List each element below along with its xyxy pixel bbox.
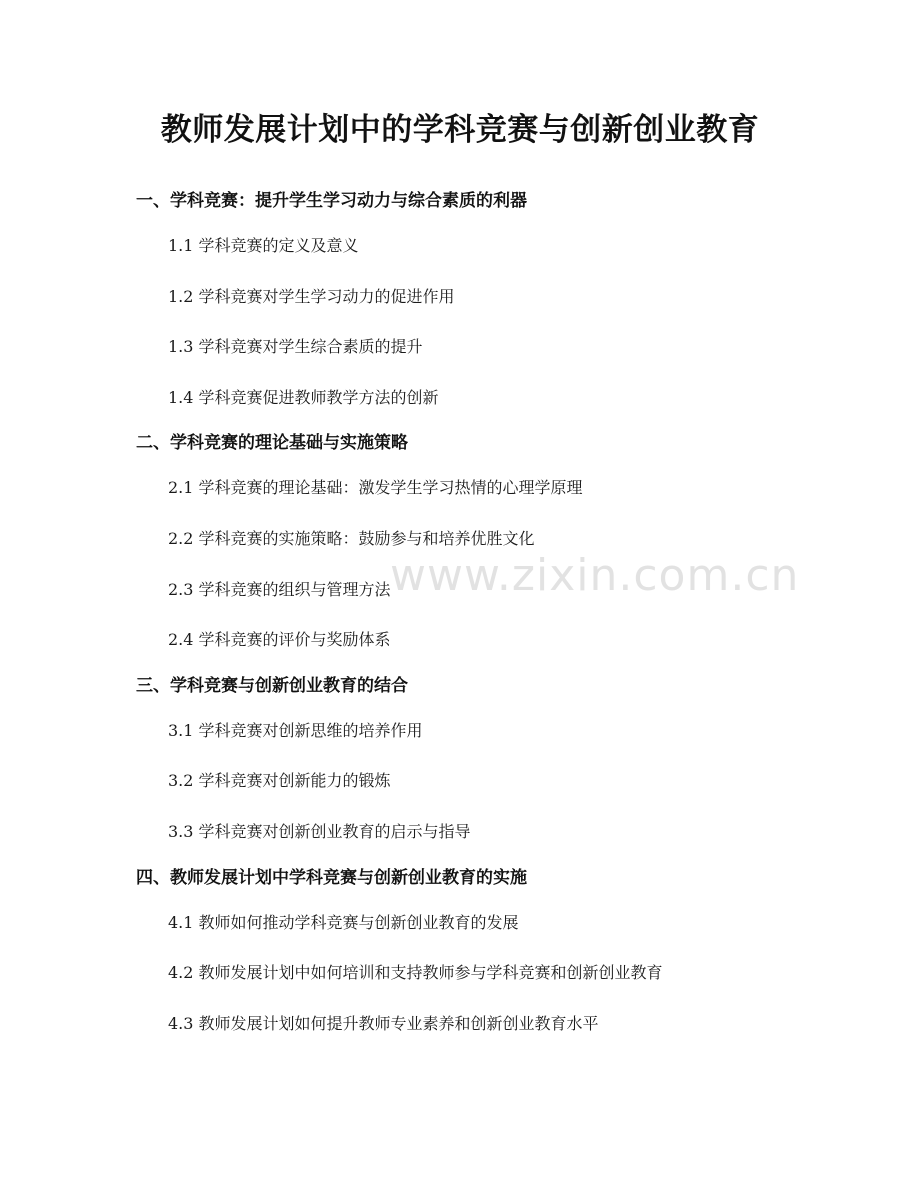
toc-item: 1.1 学科竞赛的定义及意义 [168, 236, 359, 255]
section-heading: 四、教师发展计划中学科竞赛与创新创业教育的实施 [136, 867, 527, 888]
document-title: 教师发展计划中的学科竞赛与创新创业教育 [160, 112, 760, 148]
toc-section-3 [0, 670, 920, 862]
toc-item: 4.3 教师发展计划如何提升教师专业素养和创新创业教育水平 [168, 1013, 599, 1033]
toc-item: 3.3 学科竞赛对创新创业教育的启示与指导 [168, 821, 471, 841]
toc-item: 2.1 学科竞赛的理论基础：激发学生学习热情的心理学原理 [168, 478, 583, 498]
toc-section-2 [0, 427, 920, 669]
toc-item: 4.2 教师发展计划中如何培训和支持教师参与学科竞赛和创新创业教育 [168, 963, 663, 983]
section-heading: 三、学科竞赛与创新创业教育的结合 [136, 675, 408, 696]
table-of-contents [0, 185, 920, 1053]
toc-section-1 [0, 185, 920, 427]
toc-item: 2.3 学科竞赛的组织与管理方法 [168, 579, 391, 599]
toc-item: 3.1 学科竞赛对创新思维的培养作用 [168, 720, 423, 740]
toc-item: 3.2 学科竞赛对创新能力的锻炼 [168, 771, 391, 791]
section-heading: 二、学科竞赛的理论基础与实施策略 [136, 433, 408, 454]
toc-item: 2.4 学科竞赛的评价与奖励体系 [168, 630, 391, 650]
toc-item: 1.2 学科竞赛对学生学习动力的促进作用 [168, 286, 455, 306]
toc-item: 4.1 教师如何推动学科竞赛与创新创业教育的发展 [168, 912, 519, 932]
toc-item: 2.2 学科竞赛的实施策略：鼓励参与和培养优胜文化 [168, 528, 535, 548]
toc-section-4 [0, 862, 920, 1054]
section-heading: 一、学科竞赛：提升学生学习动力与综合素质的利器 [136, 191, 527, 211]
watermark: www.zixin.com.cn [390, 550, 800, 601]
toc-item: 1.3 学科竞赛对学生综合素质的提升 [168, 337, 423, 357]
toc-item: 1.4 学科竞赛促进教师教学方法的创新 [168, 387, 439, 407]
